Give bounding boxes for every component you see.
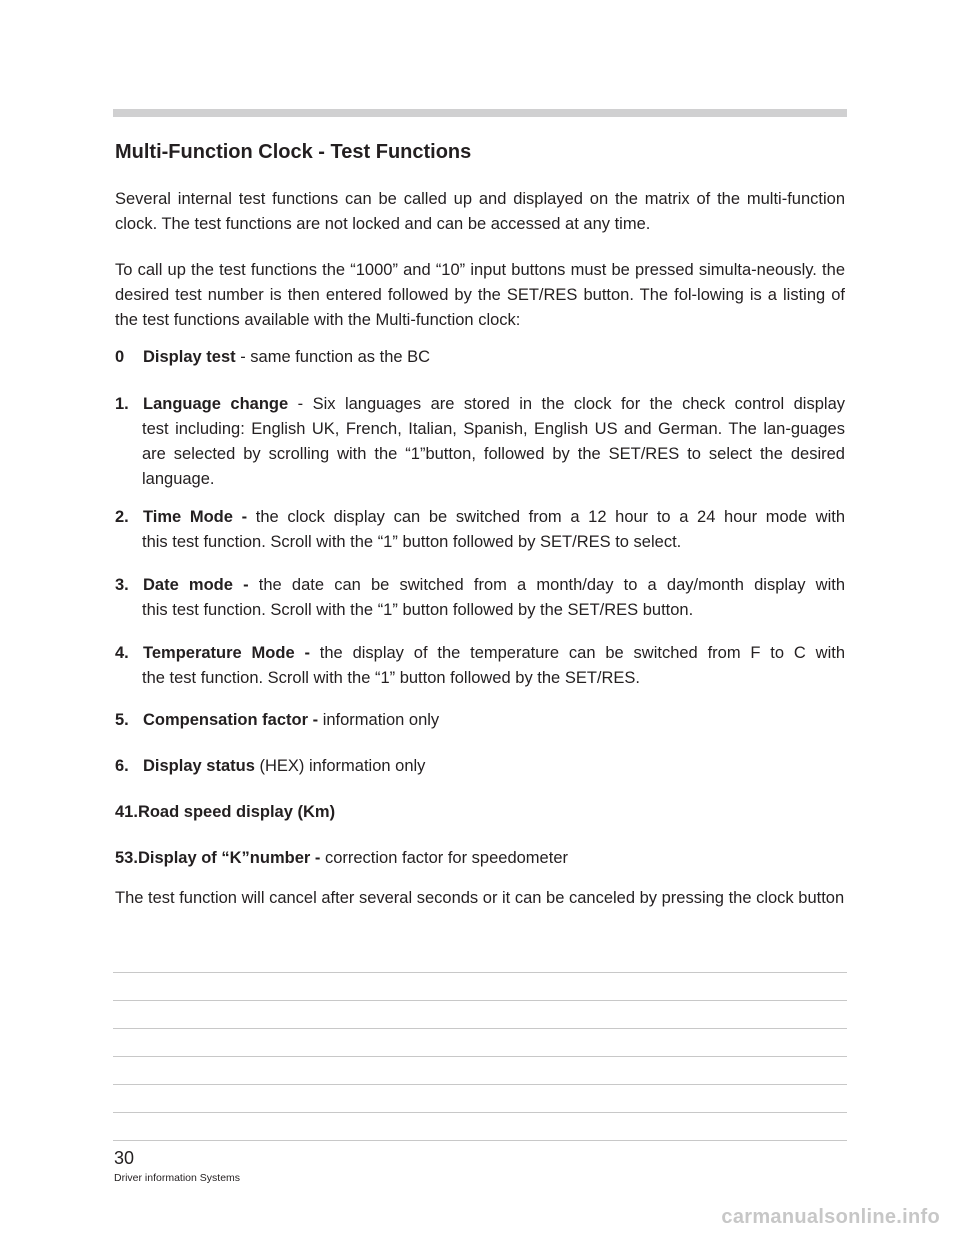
item-number: 0 xyxy=(115,348,125,366)
page-number: 30 xyxy=(114,1148,135,1168)
item-label: Time Mode - xyxy=(143,508,248,526)
item-label: Compensation factor - xyxy=(143,711,319,729)
note-line xyxy=(113,1112,847,1113)
item-continuation: the test function. Scroll with the “1” button followed by the SET/RES. xyxy=(142,669,640,687)
list-item xyxy=(115,641,845,691)
item-text: the display of the temperature can be switched from F to C with xyxy=(309,644,845,662)
item-text: the clock display can be switched from a 12 hour to a 24 hour mode with xyxy=(247,508,845,526)
note-line xyxy=(113,1000,847,1001)
item-number: 4. xyxy=(115,644,129,662)
item-number: 6. xyxy=(115,757,129,775)
item-continuation: this test function. Scroll with the “1” button followed by the SET/RES button. xyxy=(142,601,694,619)
item-label: Display status xyxy=(143,757,255,775)
list-item xyxy=(115,708,845,733)
footer-section-title: Driver information Systems xyxy=(114,1172,241,1184)
note-line xyxy=(113,1140,847,1141)
list-item xyxy=(115,800,845,825)
note-line xyxy=(113,1056,847,1057)
closing-paragraph: The test function will cancel after several seconds or it can be canceled by pressing the clock button xyxy=(115,889,845,907)
watermark: carmanualsonline.info xyxy=(721,1206,940,1228)
note-line xyxy=(113,972,847,973)
list-item xyxy=(115,573,845,623)
item-number: 53. xyxy=(115,849,138,867)
note-line xyxy=(113,1084,847,1085)
item-text: - same function as the BC xyxy=(235,348,431,366)
item-label: Display test xyxy=(143,348,236,366)
list-item xyxy=(115,754,845,779)
item-label: Road speed display (Km) xyxy=(137,803,336,821)
instructions-paragraph: To call up the test functions the “1000” and “10” input buttons must be pressed simulta-neously. the desired test number is then entered followed by the SET/RES button. The fol-lowing is a listing of the test functions available with the Multi-function clock: xyxy=(115,261,845,329)
item-label: Temperature Mode - xyxy=(143,644,310,662)
list-item xyxy=(115,392,845,492)
item-number: 3. xyxy=(115,576,129,594)
list-item xyxy=(115,846,845,871)
item-text: the date can be switched from a month/day to a day/month display with xyxy=(248,576,845,594)
list-item xyxy=(115,505,845,555)
item-number: 2. xyxy=(115,508,129,526)
top-rule xyxy=(113,109,847,117)
item-number: 5. xyxy=(115,711,129,729)
list-item xyxy=(115,345,845,370)
item-label: Display of “K”number - xyxy=(137,849,321,867)
note-line xyxy=(113,1028,847,1029)
item-number: 1. xyxy=(115,395,129,413)
item-continuation: test including: English UK, French, Italian, Spanish, English US and German. The lan-guages are selected by scrolling with the “1”button, followed by the SET/RES to select the desired language. xyxy=(142,420,845,488)
item-label: Language change xyxy=(143,395,289,413)
item-label: Date mode - xyxy=(143,576,249,594)
item-text: correction factor for speedometer xyxy=(320,849,568,867)
intro-paragraph: Several internal test functions can be called up and displayed on the matrix of the multi-function clock. The test functions are not locked and can be accessed at any time. xyxy=(115,190,845,233)
item-continuation: this test function. Scroll with the “1” button followed by SET/RES to select. xyxy=(142,533,682,551)
item-text: - Six languages are stored in the clock for the check control display xyxy=(288,395,845,413)
item-text: information only xyxy=(318,711,440,729)
item-text: (HEX) information only xyxy=(254,757,426,775)
item-number: 41. xyxy=(115,803,138,821)
page-title: Multi-Function Clock - Test Functions xyxy=(115,141,472,163)
